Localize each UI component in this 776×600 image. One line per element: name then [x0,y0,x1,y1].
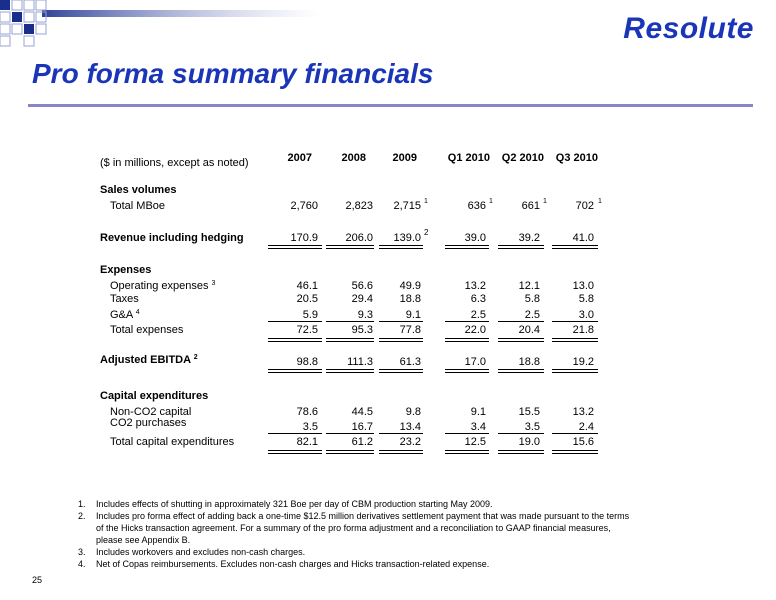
cell: 22.0 [464,324,486,336]
footnote-text: Includes pro forma effect of adding back a one-time $12.5 million derivatives settlement payment that was made pursuant to the terms [96,511,630,521]
cell: 12.1 [518,280,540,292]
double-underline [379,450,423,451]
cell: 2,715 [393,200,421,212]
row-label-total-capex: Total capital expenditures [110,436,235,448]
cell: 44.5 [351,406,373,418]
cell: 72.5 [296,324,318,336]
row-label-total-expenses: Total expenses [110,324,184,336]
units-note: ($ in millions, except as noted) [100,157,249,169]
cell: 9.1 [470,406,486,418]
double-underline [552,450,598,451]
subtotal-underline [498,321,544,322]
cell: 2.5 [524,309,540,321]
page-number: 25 [32,575,43,585]
subtotal-underline [379,321,423,322]
double-underline [552,245,598,246]
cell: 6.3 [470,293,486,305]
cell: 9.8 [405,406,421,418]
double-underline [379,453,423,454]
company-logo: Resolute [623,12,754,45]
cell: 39.2 [518,232,540,244]
row-label-co2-purchases: CO2 purchases [110,417,187,429]
cell: 98.8 [296,356,318,368]
subtotal-underline [268,321,322,322]
double-underline [445,369,489,370]
double-underline [326,338,374,339]
cell: 16.7 [351,421,373,433]
cell: 9.3 [357,309,373,321]
cell: 18.8 [399,293,421,305]
subtotal-underline [498,433,544,434]
cell: 13.4 [399,421,421,433]
cell: 9.1 [405,309,421,321]
cell: 56.6 [351,280,373,292]
cell: 18.8 [518,356,540,368]
double-underline [326,450,374,451]
double-underline [379,245,423,246]
double-underline [445,450,489,451]
footnote-text: please see Appendix B. [96,535,191,545]
double-underline [268,341,322,342]
cell: 77.8 [399,324,421,336]
double-underline [379,338,423,339]
cell: 636 [467,200,486,212]
cell: 17.0 [464,356,486,368]
cell: 19.2 [572,356,594,368]
double-underline [445,245,489,246]
cell: 61.2 [351,436,373,448]
cell: 19.0 [518,436,540,448]
cell: 2.4 [578,421,594,433]
cell: 5.8 [524,293,540,305]
cell: 13.2 [572,406,594,418]
double-underline [552,338,598,339]
double-underline [326,248,374,249]
double-underline [552,341,598,342]
cell: 13.2 [464,280,486,292]
cell: 3.5 [524,421,540,433]
subtotal-underline [326,433,374,434]
cell: 5.8 [578,293,594,305]
cell: 2,823 [345,200,373,212]
double-underline [326,341,374,342]
double-underline [326,369,374,370]
cell: 78.6 [296,406,318,418]
double-underline [498,245,544,246]
double-underline [498,248,544,249]
double-underline [498,453,544,454]
double-underline [445,338,489,339]
footnote-text: Includes workovers and excludes non-cash charges. [96,547,306,557]
footnote-ref: 1 [543,198,547,205]
double-underline [445,372,489,373]
row-label-taxes: Taxes [110,293,139,305]
double-underline [379,372,423,373]
double-underline [268,453,322,454]
subtotal-underline [268,433,322,434]
double-underline [498,338,544,339]
double-underline [379,248,423,249]
double-underline [498,450,544,451]
col-header-q2-2010: Q2 2010 [501,152,544,164]
footnote-text: Net of Copas reimbursements. Excludes non-cash charges and Hicks transaction-related expense. [96,559,490,569]
cell: 3.0 [578,309,594,321]
footnote-number: 1. [78,499,86,509]
row-label-non-co2-capital: Non-CO2 capital [110,406,192,418]
subtotal-underline [326,321,374,322]
double-underline [552,372,598,373]
double-underline [268,369,322,370]
cell: 39.0 [464,232,486,244]
cell: 82.1 [296,436,318,448]
cell: 15.5 [518,406,540,418]
cell: 661 [521,200,540,212]
cell: 15.6 [572,436,594,448]
double-underline [445,453,489,454]
cell: 2,760 [290,200,318,212]
double-underline [445,341,489,342]
footnote-number: 3. [78,547,86,557]
footnote-number: 2. [78,511,86,521]
cell: 5.9 [302,309,318,321]
col-header-q3-2010: Q3 2010 [555,152,598,164]
footnote-text: Includes effects of shutting in approximately 321 Boe per day of CBM production starting May 2009. [96,499,493,509]
double-underline [498,369,544,370]
col-header-2009: 2009 [392,152,417,164]
subtotal-underline [379,433,423,434]
cell: 21.8 [572,324,594,336]
footnote-ref: 2 [424,228,429,237]
subtotal-underline [445,321,489,322]
subtotal-underline [552,433,598,434]
col-header-q1-2010: Q1 2010 [447,152,490,164]
cell: 29.4 [351,293,373,305]
cell: 95.3 [351,324,373,336]
row-label-adjusted-ebitda: Adjusted EBITDA $^2$ [100,354,198,366]
cell: 170.9 [290,232,318,244]
double-underline [445,248,489,249]
row-label-operating-expenses: Operating expenses $^3$ [110,280,216,292]
cell: 206.0 [345,232,373,244]
row-label-revenue: Revenue including hedging [100,232,244,244]
double-underline [498,372,544,373]
double-underline [552,453,598,454]
section-expenses: Expenses [100,264,152,276]
cell: 23.2 [399,436,421,448]
cell: 2.5 [470,309,486,321]
row-label-total-mboe: Total MBoe [110,200,166,212]
cell: 3.5 [302,421,318,433]
cell: 702 [575,200,594,212]
double-underline [379,341,423,342]
cell: 111.3 [347,356,373,368]
double-underline [268,450,322,451]
cell: 3.4 [470,421,486,433]
cell: 41.0 [572,232,594,244]
double-underline [552,248,598,249]
footnote-ref: 1 [424,198,428,205]
cell: 13.0 [572,280,594,292]
cell: 20.5 [296,293,318,305]
double-underline [326,245,374,246]
cell: 139.0 [393,232,421,244]
cell: 46.1 [296,280,318,292]
footnote-number: 4. [78,559,86,569]
section-sales-volumes: Sales volumes [100,184,177,196]
double-underline [379,369,423,370]
page-title: Pro forma summary financials [32,58,434,89]
subtotal-underline [445,433,489,434]
double-underline [326,372,374,373]
section-capital-expenditures: Capital expenditures [100,390,209,402]
double-underline [268,245,322,246]
subtotal-underline [552,321,598,322]
double-underline [552,369,598,370]
double-underline [326,453,374,454]
double-underline [268,248,322,249]
cell: 49.9 [399,280,421,292]
cell: 20.4 [518,324,540,336]
double-underline [498,341,544,342]
row-label-ga: G&A $^4$ [110,309,140,321]
footnote-text: of the Hicks transaction agreement. For a summary of the pro forma adjustment and a reconciliation to GAAP financial measures, [96,523,611,533]
col-header-2008: 2008 [341,152,366,164]
double-underline [268,338,322,339]
footnote-ref: 1 [598,198,602,205]
footnote-ref: 1 [489,198,493,205]
cell: 12.5 [464,436,486,448]
double-underline [268,372,322,373]
cell: 61.3 [399,356,421,368]
col-header-2007: 2007 [287,152,312,164]
